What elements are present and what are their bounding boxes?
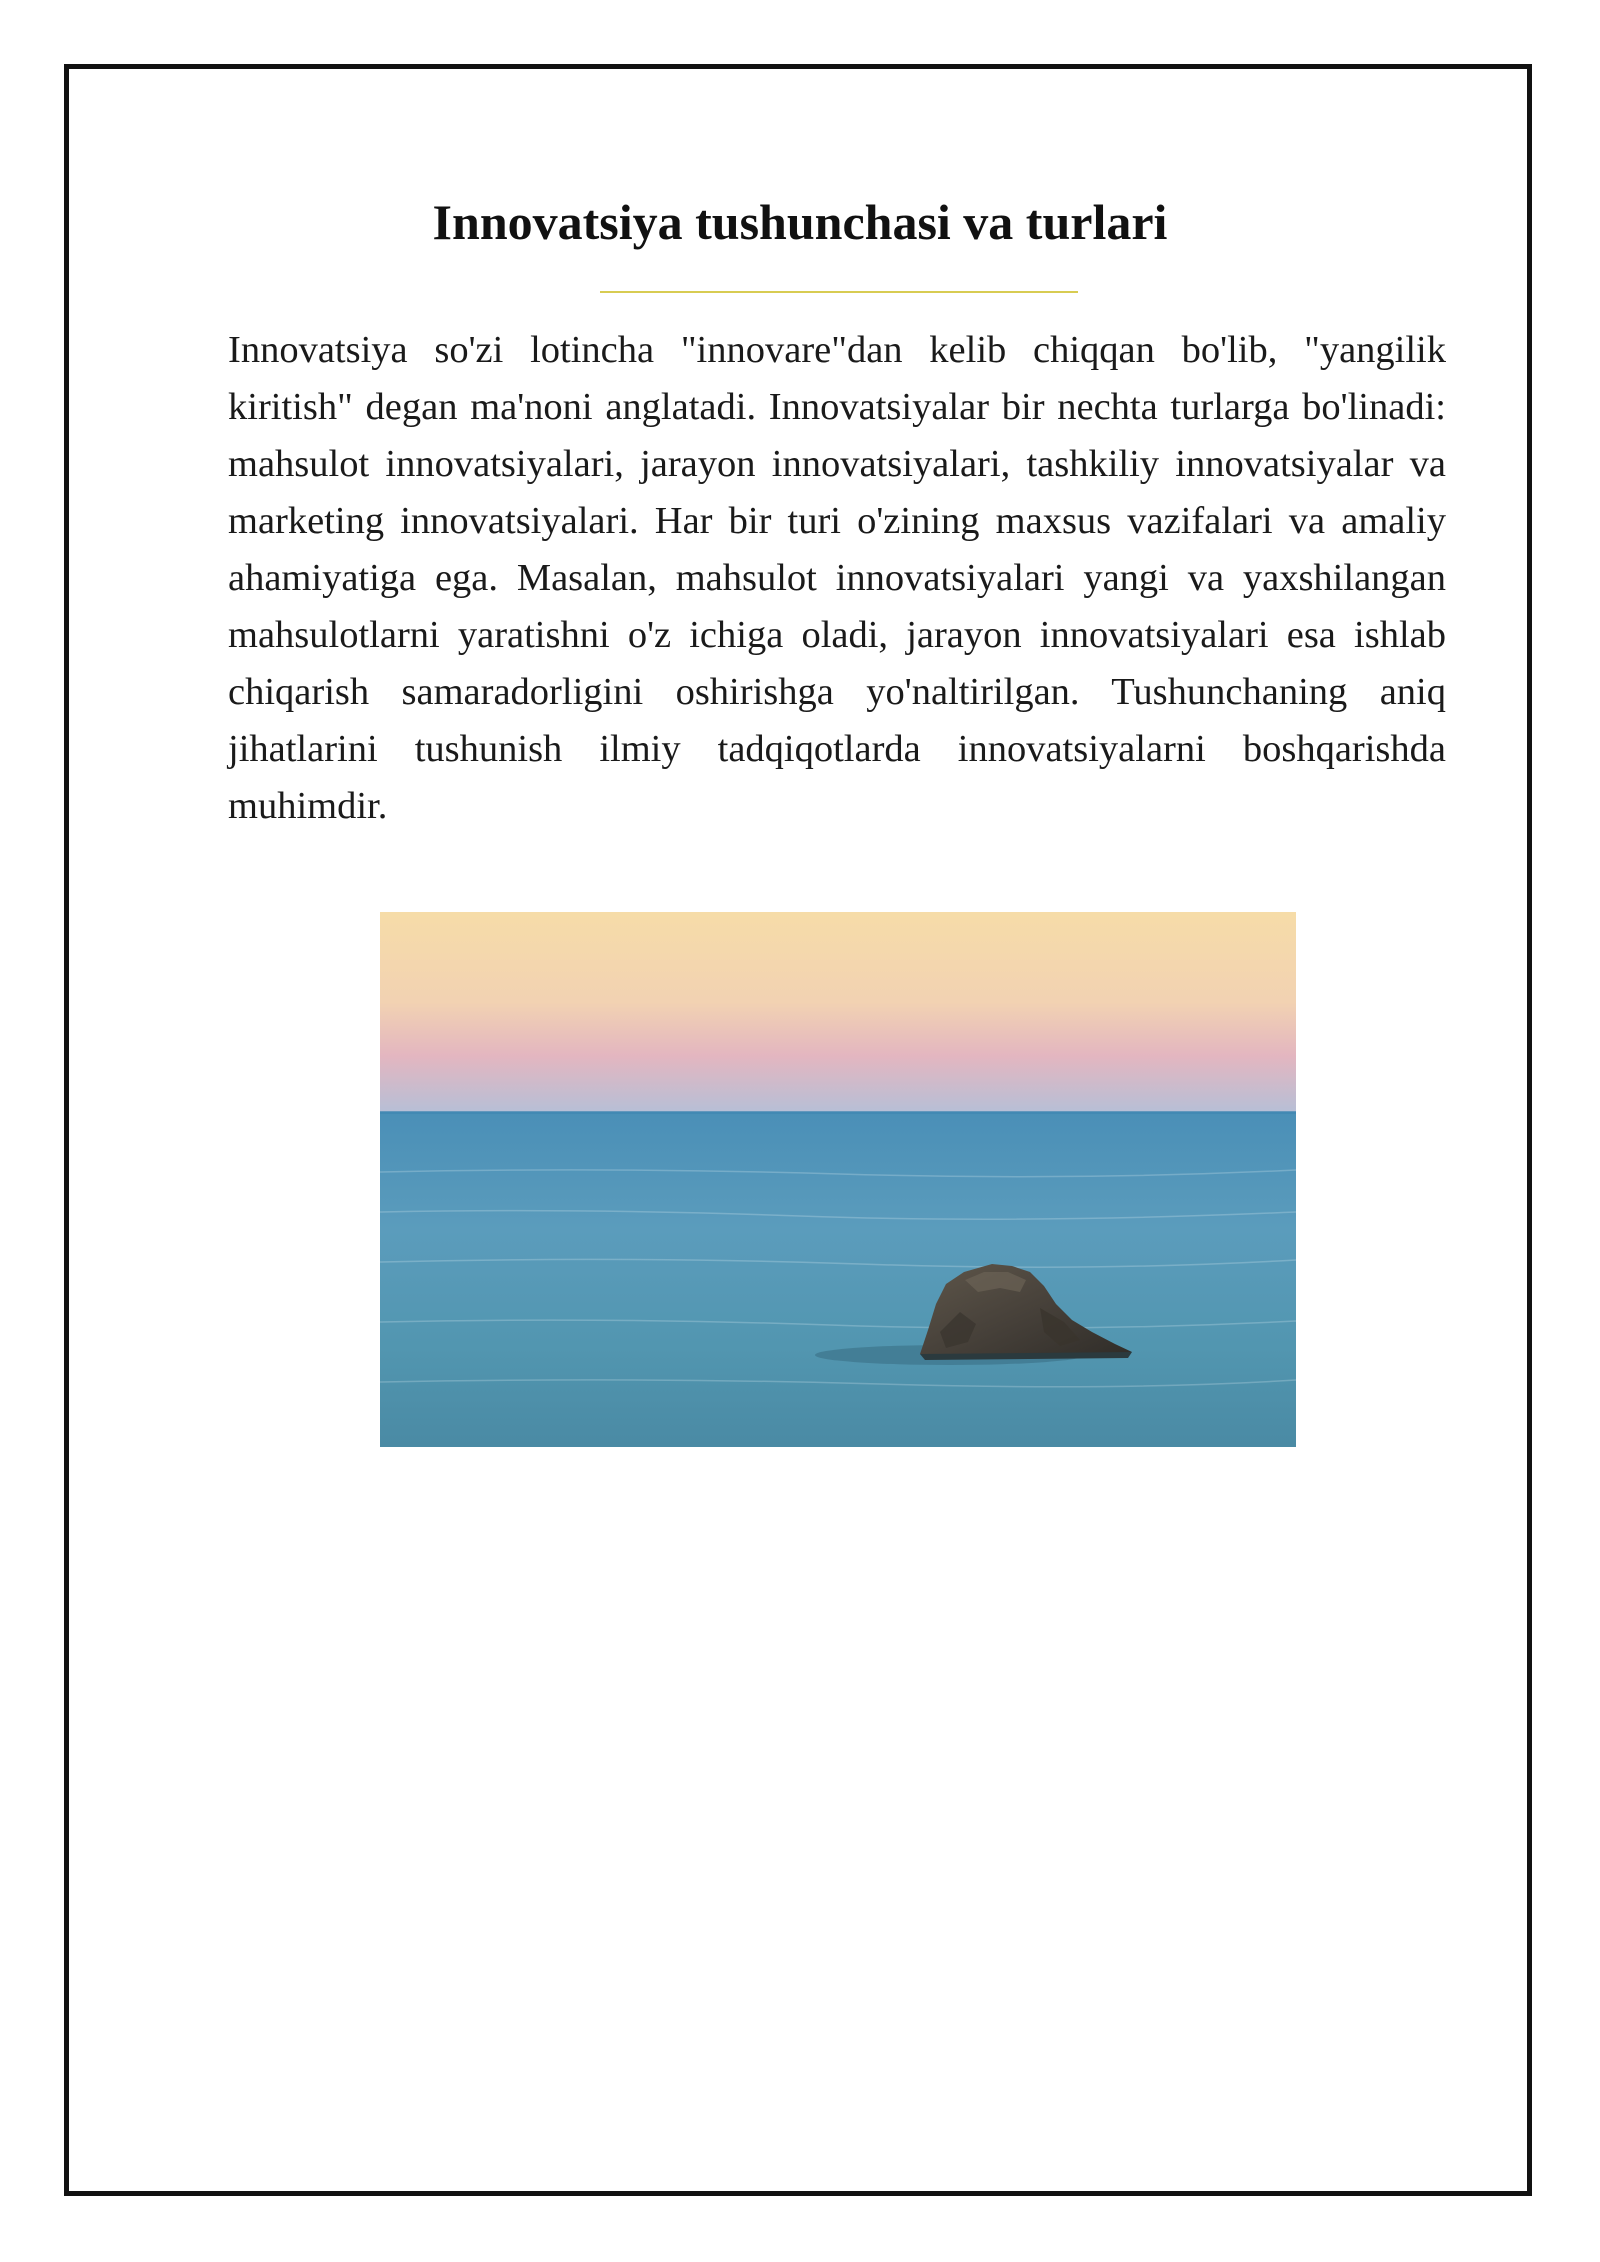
title-underline xyxy=(600,291,1078,293)
horizon-line xyxy=(380,1111,1296,1114)
body-paragraph: Innovatsiya so'zi lotincha "innovare"dan kelib chiqqan bo'lib, "yangilik kiritish" degan ma'noni anglatadi. Innovatsiyalar bir nechta turlarga bo'linadi: mahsulot innovatsiyalari, jarayon innovatsiyalari, tashkiliy innovatsiyalar va marketing innovatsiyalari. Har bir turi o'zining maxsus vazifalari va amaliy ahamiyatiga ega. Masalan, mahsulot innovatsiyalari yangi va yaxshilangan mahsulotlarni yaratishni o'z ichiga oladi, jarayon innovatsiyalari esa ishlab chiqarish samaradorligini oshirishga yo'naltirilgan. Tushunchaning aniq jihatlarini tushunish ilmiy tadqiqotlarda innovatsiyalarni boshqarishda muhimdir. xyxy=(228,329,1446,827)
seascape-photo xyxy=(380,912,1296,1447)
document-title: Innovatsiya tushunchasi va turlari xyxy=(432,194,1168,250)
sea xyxy=(380,1112,1296,1447)
sky xyxy=(380,912,1296,1112)
